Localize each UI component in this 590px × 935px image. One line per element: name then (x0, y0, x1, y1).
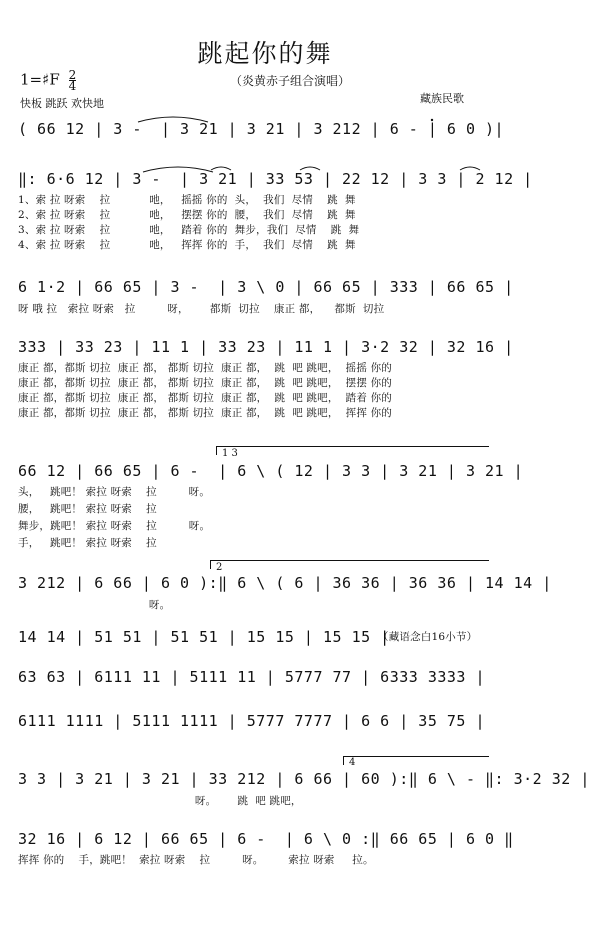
score-line-11 (18, 828, 514, 850)
recitation-note: （藏语念白16小节） (378, 631, 478, 643)
notes-line-7: 14 14 | 51 51 | 51 51 | 15 15 | 15 15 | (18, 628, 390, 646)
lyrics-line-4-verse-2: 康正 都，都斯 切拉 康正 都， 都斯 切拉 康正 都， 跳 吧 跳吧， 摆摆 你的 (18, 377, 392, 389)
lyrics-line-4-verse-4: 康正 都，都斯 切拉 康正 都， 都斯 切拉 康正 都， 跳 吧 跳吧， 挥挥 你的 (18, 407, 392, 419)
meter-top: 2 (68, 68, 77, 82)
lyrics-line-11: 挥挥 你的 手，跳吧！ 索拉 呀索 拉 呀。 索拉 呀索 拉。 (18, 854, 374, 866)
volta-label-2: 2 (216, 562, 223, 573)
lyrics-line-5-verse-4: 手， 跳吧！ 索拉 呀索 拉 (18, 537, 157, 549)
notes-line-3: 6 1·2 | 66 65 | 3 - | 3 \ 0 | 66 65 | 333 | 66 65 | (18, 278, 514, 296)
lyrics-line-2-verse-1: 1、索 拉 呀索 拉 吔， 摇摇 你的 头， 我们 尽情 跳 舞 (18, 194, 356, 206)
score-line-6 (18, 572, 552, 594)
score-line-4 (18, 336, 514, 358)
lyrics-line-2-verse-2: 2、索 拉 呀索 拉 吔， 摆摆 你的 腰， 我们 尽情 跳 舞 (18, 209, 356, 221)
lyrics-line-10: 呀。 跳 吧 跳吧， (18, 795, 302, 807)
tempo-marking: 快板 跳跃 欢快地 (20, 97, 104, 110)
volta-label-4: 4 (349, 757, 356, 768)
notes-line-6: 3 212 | 6 66 | 6 0 ):‖ 6 \ ( 6 | 36 36 | 36 36 | 14 14 | (18, 574, 552, 592)
genre-label: 藏族民歌 (420, 92, 464, 105)
volta-label-1: 1 3 (222, 448, 238, 459)
lyrics-line-4-verse-3: 康正 都，都斯 切拉 康正 都， 都斯 切拉 康正 都， 跳 吧 跳吧， 踏着 你的 (18, 392, 392, 404)
score-line-9 (18, 710, 488, 732)
key-text: 1=♯F (20, 70, 60, 89)
performer-credit: （炎黄赤子组合演唱） (229, 74, 350, 88)
lyrics-line-3: 呀 哦 拉 索拉 呀索 拉 呀， 都斯 切拉 康正 都， 都斯 切拉 (18, 303, 385, 315)
notes-line-2: ‖: 6·6 12 | 3 - | 3 21 | 33 53 | 22 12 | 3 3 | 2 12 | (18, 170, 533, 188)
song-title: 跳起你的舞 (197, 39, 333, 68)
key-signature (20, 70, 76, 91)
notes-line-4: 333 | 33 23 | 11 1 | 33 23 | 11 1 | 3·2 32 | 32 16 | (18, 338, 514, 356)
volta-bracket-2 (210, 560, 489, 569)
score-line-5 (18, 460, 524, 482)
lyrics-line-2-verse-3: 3、索 拉 呀索 拉 吔， 踏着 你的 舞步，我们 尽情 跳 舞 (18, 224, 360, 236)
score-line-8 (18, 666, 488, 688)
lyrics-line-6: 呀。 (18, 599, 171, 611)
lyrics-line-4-verse-1: 康正 都，都斯 切拉 康正 都， 都斯 切拉 康正 都， 跳 吧 跳吧， 摇摇 你的 (18, 362, 392, 374)
lyrics-line-2-verse-4: 4、索 拉 呀索 拉 吔， 挥挥 你的 手， 我们 尽情 跳 舞 (18, 239, 356, 251)
notes-line-5: 66 12 | 66 65 | 6 - | 6 \ ( 12 | 3 3 | 3 21 | 3 21 | (18, 462, 524, 480)
lyrics-line-5-verse-2: 腰， 跳吧！ 索拉 呀索 拉 (18, 503, 157, 515)
volta-bracket-4 (343, 756, 489, 765)
meter-bottom: 4 (68, 79, 77, 93)
notes-line-8: 63 63 | 6111 11 | 5111 11 | 5777 77 | 6333 3333 | (18, 668, 486, 686)
notes-line-10: 3 3 | 3 21 | 3 21 | 33 212 | 6 66 | 60 ):‖ 6 \ - ‖: 3·2 32 | (18, 770, 590, 788)
notes-line-11: 32 16 | 6 12 | 66 65 | 6 - | 6 \ 0 :‖ 66 65 | 6 0 ‖ (18, 830, 514, 848)
score-line-2 (18, 168, 533, 190)
score-line-1 (18, 118, 505, 140)
lyrics-line-5-verse-3: 舞步，跳吧！ 索拉 呀索 拉 呀。 (18, 520, 211, 532)
score-line-3 (18, 276, 514, 298)
time-signature (69, 70, 77, 91)
lyrics-line-5-verse-1: 头， 跳吧！ 索拉 呀索 拉 呀。 (18, 486, 211, 498)
notes-line-9: 6111 1111 | 5111 1111 | 5777 7777 | 6 6 | 35 75 | (18, 712, 486, 730)
notes-line-1: ( 66 12 | 3 - | 3 21 | 3 21 | 3 212 | 6 - | 6 0 )| (18, 120, 505, 138)
score-line-10 (18, 768, 590, 790)
volta-bracket-1 (216, 446, 489, 455)
